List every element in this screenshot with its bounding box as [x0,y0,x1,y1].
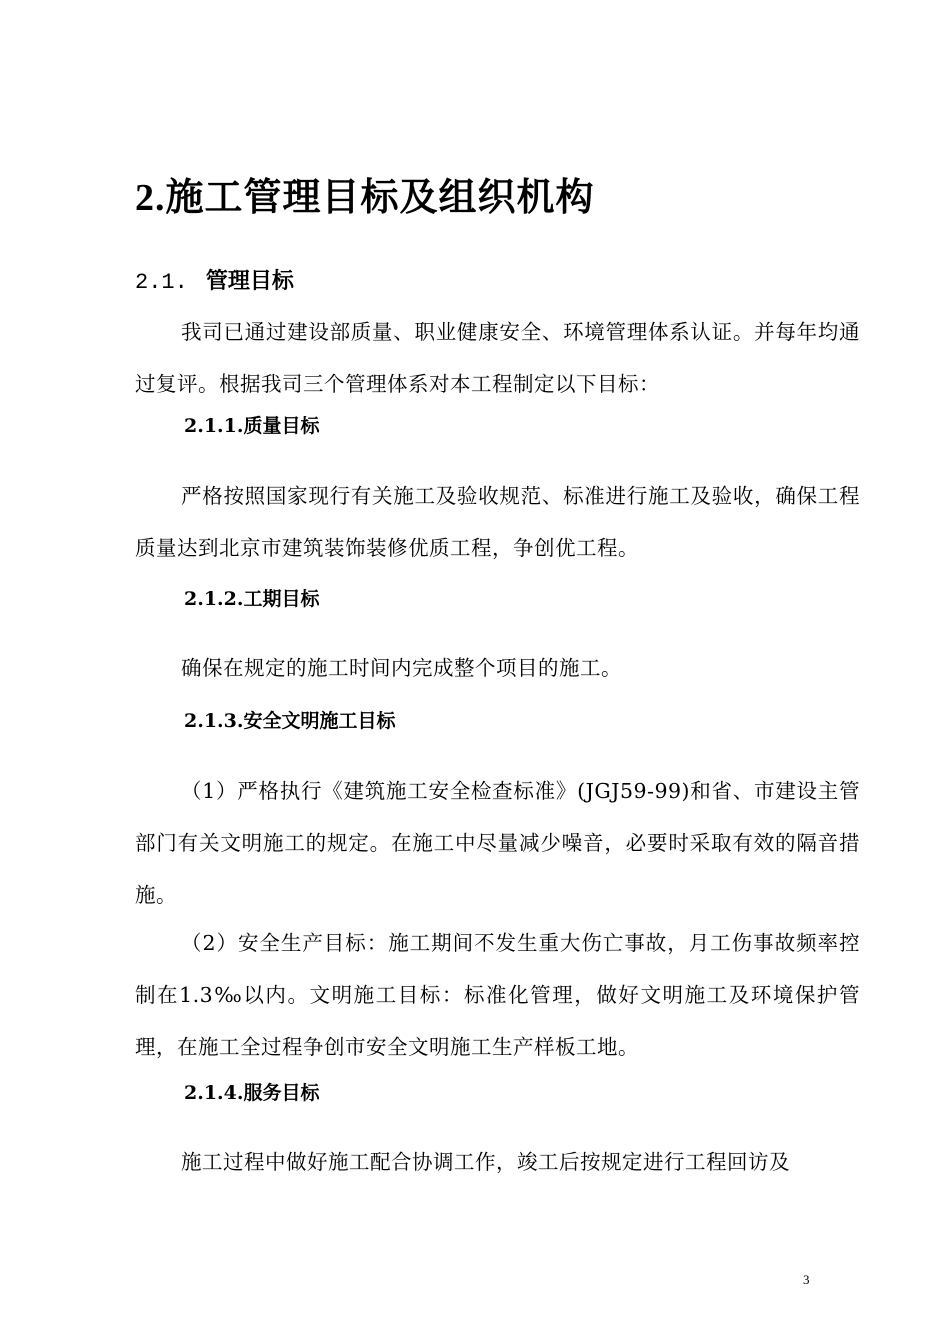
chapter-heading [135,166,595,221]
section-number: 2.1. [135,270,188,295]
page-number: 3 [803,1272,810,1287]
safety-paragraph-2: （2）安全生产目标：施工期间不发生重大伤亡事故，月工伤事故频率控制在1.3‰以内。文明施工目标：标准化管理，做好文明施工及环境保护管理，在施工全过程争创市安全文明施工生产样板工地。 [135,931,860,1059]
safety-paragraph-1: （1）严格执行《建筑施工安全检查标准》(JGJ59-99)和省、市建设主管部门有关文明施工的规定。在施工中尽量减少噪音，必要时采取有效的隔音措施。 [135,779,860,907]
intro-paragraph: 我司已通过建设部质量、职业健康安全、环境管理体系认证。并每年均通过复评。根据我司三个管理体系对本工程制定以下目标： [135,320,860,396]
subsection-heading-service: 2.1.4.服务目标 [184,1082,320,1104]
subsection-heading-quality: 2.1.1.质量目标 [184,415,320,437]
chapter-number: 2. [135,177,166,219]
schedule-paragraph: 确保在规定的施工时间内完成整个项目的施工。 [181,656,622,680]
quality-paragraph: 严格按照国家现行有关施工及验收规范、标准进行施工及验收，确保工程质量达到北京市建筑装饰装修优质工程，争创优工程。 [135,484,860,560]
subsection-heading-schedule: 2.1.2.工期目标 [184,588,320,610]
section-title: 管理目标 [205,269,294,294]
section-heading [135,264,294,295]
service-paragraph: 施工过程中做好施工配合协调工作，竣工后按规定进行工程回访及 [181,1150,790,1174]
chapter-title: 施工管理目标及组织机构 [165,175,595,219]
subsection-heading-safety: 2.1.3.安全文明施工目标 [184,710,396,732]
